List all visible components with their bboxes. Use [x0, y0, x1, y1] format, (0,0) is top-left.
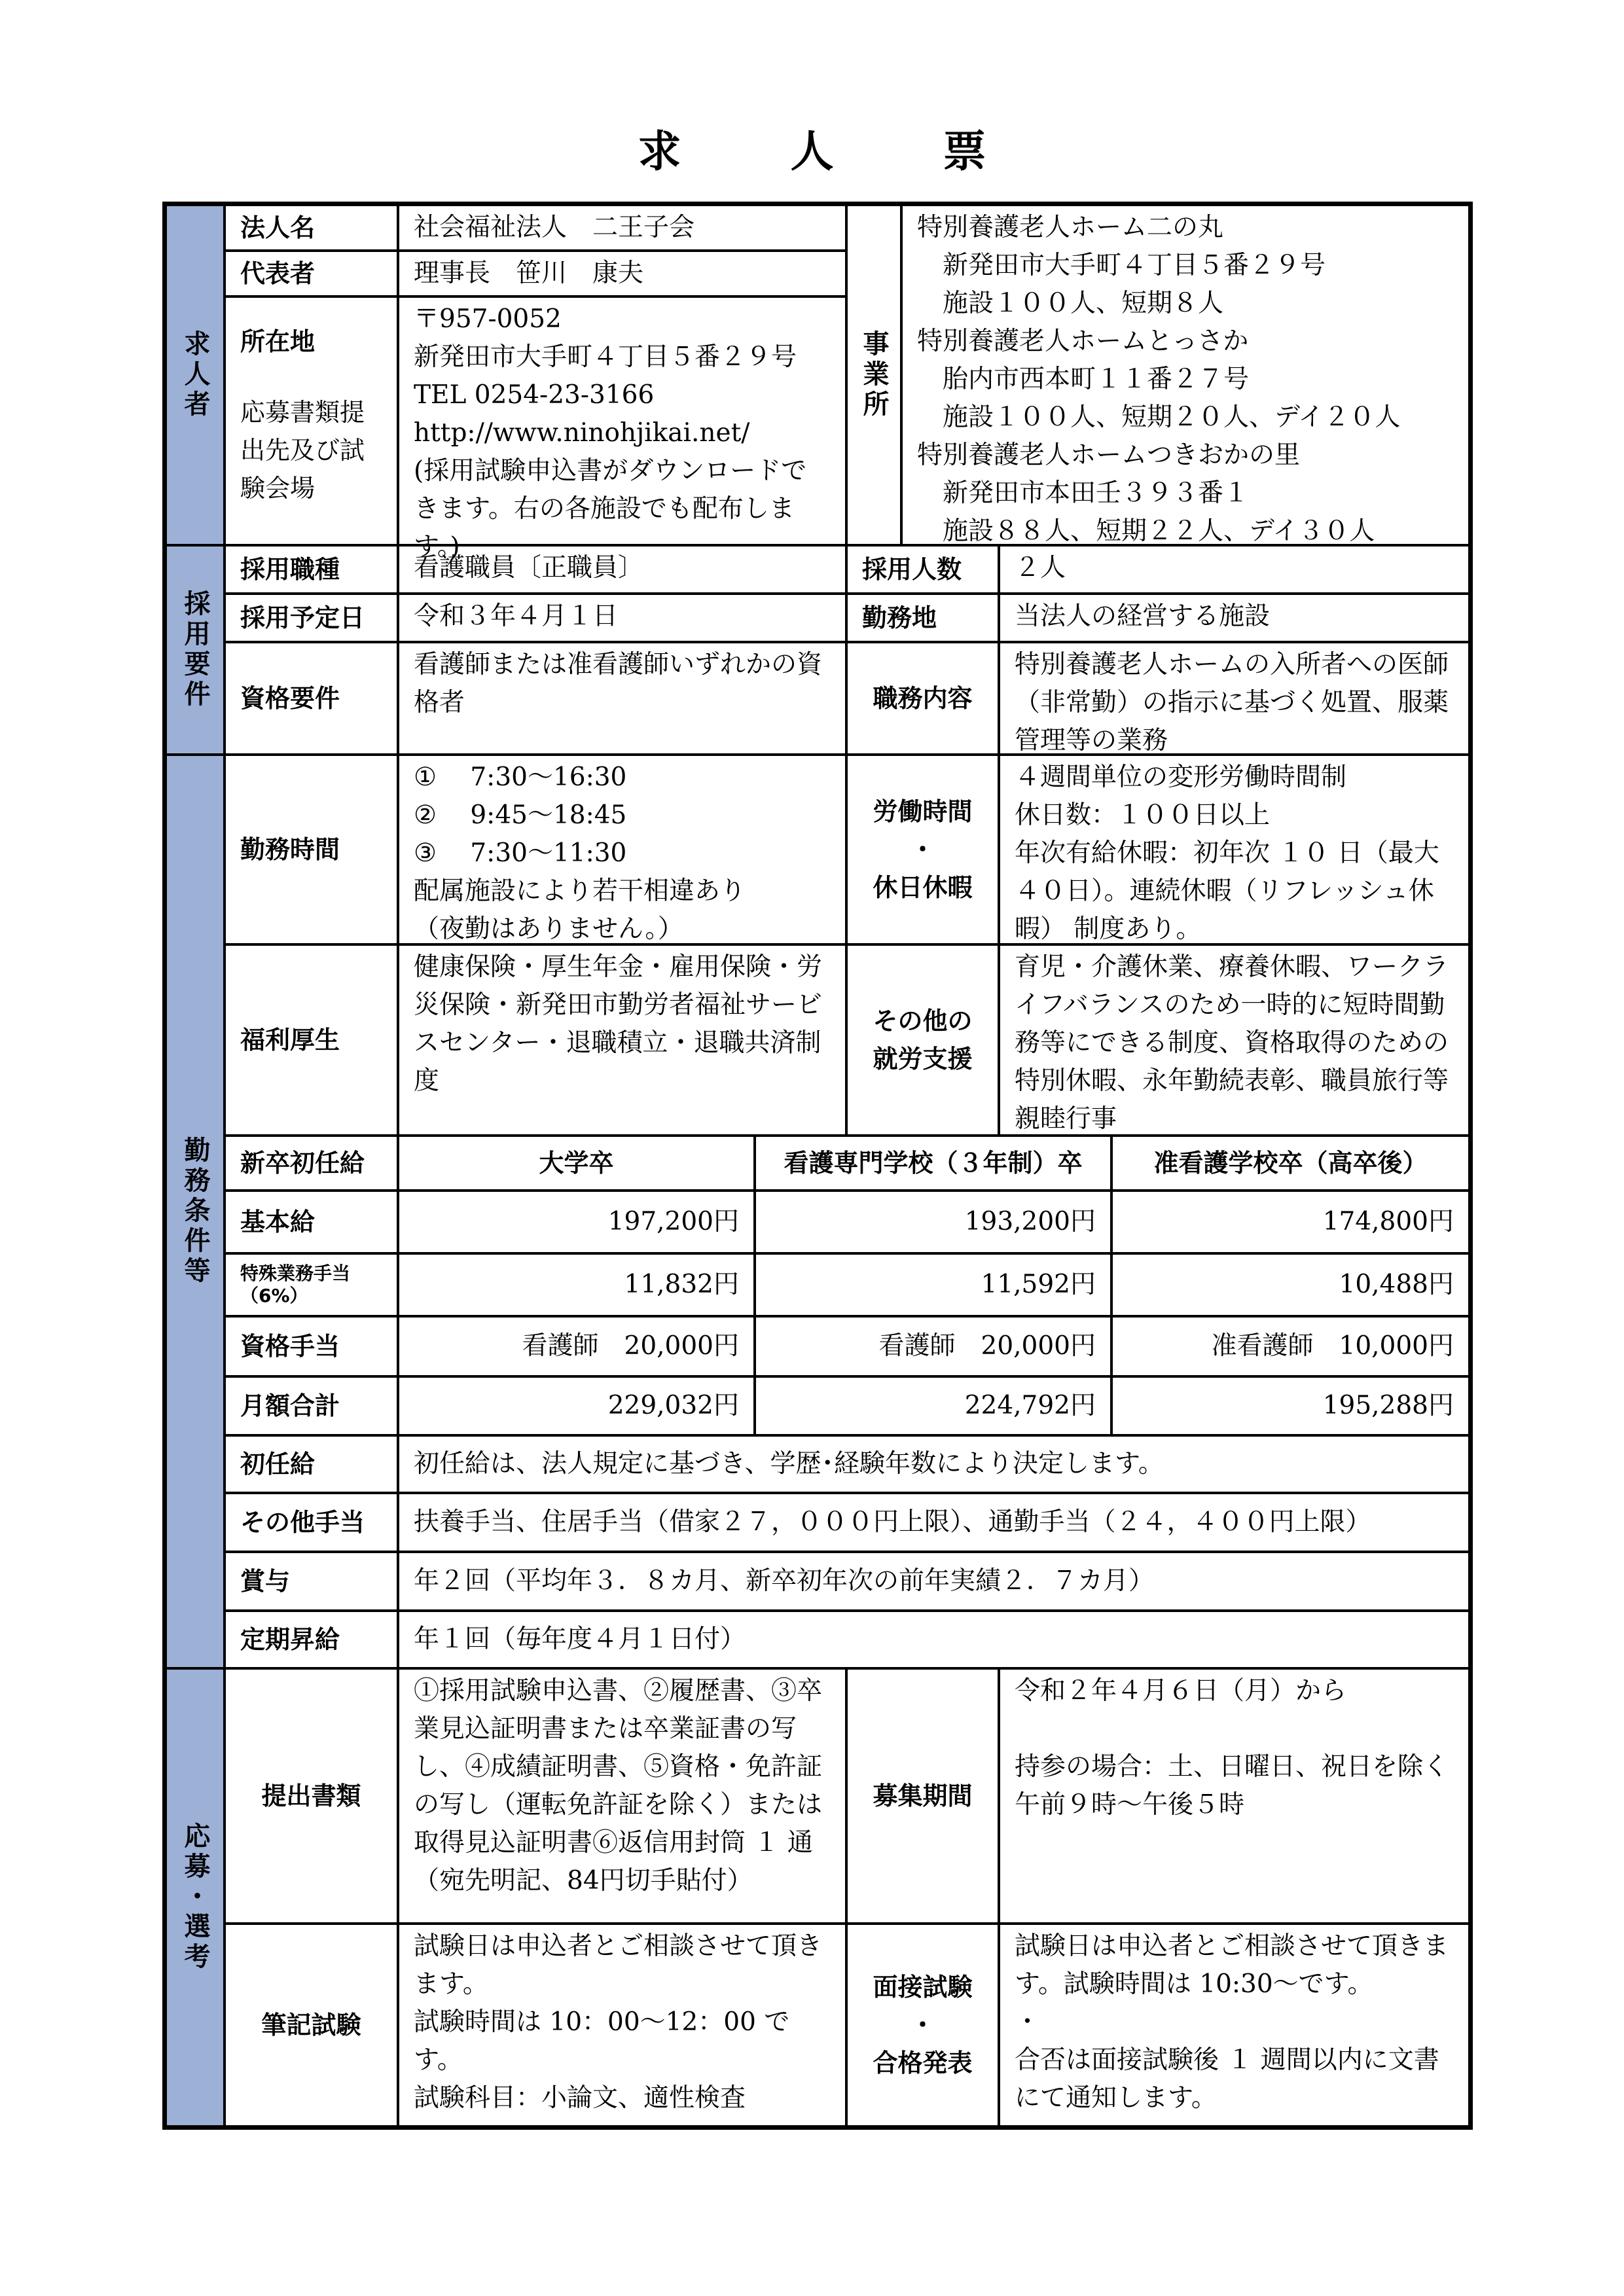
salary-col-university: 大学卒 [398, 1136, 755, 1191]
work-hours-value: ① 7:30～16:30 ② 9:45～18:45 ③ 7:30～11:30 配属施設により若干相違あり （夜勤はありません。） [398, 755, 846, 944]
welfare-label: 福利厚生 [225, 944, 398, 1136]
salary-raise-label: 定期昇給 [225, 1611, 398, 1668]
job-type-label: 採用職種 [225, 545, 398, 594]
qualification-value: 看護師または准看護師いずれかの資格者 [398, 642, 846, 755]
salary-cell: 看護師 20,000円 [755, 1316, 1111, 1376]
salary-row-label: 月額合計 [225, 1376, 398, 1435]
representative-label: 代表者 [225, 251, 398, 296]
section-application: 応募・選考 [166, 1668, 225, 2126]
page-title: 求 人 票 [638, 126, 1034, 177]
duty-label: 職務内容 [846, 642, 999, 755]
other-support-label: その他の 就労支援 [846, 944, 999, 1136]
qualification-label: 資格要件 [225, 642, 398, 755]
labor-holiday-label: 労働時間 ・ 休日休暇 [846, 755, 999, 944]
salary-cell: 准看護師 10,000円 [1111, 1316, 1470, 1376]
salary-cell: 229,032円 [398, 1376, 755, 1435]
address-label: 所在地 [240, 327, 316, 356]
interview-value: 試験日は申込者とご相談させて頂きます。試験時間は 10:30～です。 ・ 合否は面接試験後 １ 週間以内に文書にて通知します。 [999, 1924, 1470, 2126]
salary-col-assistant-nurse: 准看護学校卒（高卒後） [1111, 1136, 1470, 1191]
hire-count-value: ２人 [999, 545, 1470, 594]
bonus-value: 年２回（平均年３．８カ月、新卒初年次の前年実績２．７カ月） [398, 1552, 1470, 1611]
other-allowance-label: その他手当 [225, 1493, 398, 1552]
salary-cell: 193,200円 [755, 1191, 1111, 1253]
salary-cell: 11,592円 [755, 1253, 1111, 1316]
salary-row-label: 特殊業務手当（6%） [225, 1253, 398, 1316]
salary-row-label: 基本給 [225, 1191, 398, 1253]
other-allowance-value: 扶養手当、住居手当（借家２７，０００円上限）、通勤手当（２４，４００円上限） [398, 1493, 1470, 1552]
written-exam-value: 試験日は申込者とご相談させて頂きます。 試験時間は 10：00～12：00 です。 試験科目：小論文、適性検査 [398, 1924, 846, 2126]
work-place-label: 勤務地 [846, 594, 999, 642]
job-type-value: 看護職員〔正職員〕 [398, 545, 846, 594]
salary-cell: 195,288円 [1111, 1376, 1470, 1435]
address-value: 〒957-0052 新発田市大手町４丁目５番２９号 TEL 0254-23-3166 http://www.ninohjikai.net/ (採用試験申込書がダウンロードできます。右の各施設でも配布します。) [398, 296, 846, 545]
salary-cell: 10,488円 [1111, 1253, 1470, 1316]
documents-label: 提出書類 [225, 1668, 398, 1924]
salary-header-label: 新卒初任給 [225, 1136, 398, 1191]
office-label: 事業所 [846, 205, 901, 545]
salary-cell: 看護師 20,000円 [398, 1316, 755, 1376]
address-label-cell [225, 296, 398, 545]
salary-cell: 224,792円 [755, 1376, 1111, 1435]
section-employer: 求人者 [166, 205, 225, 545]
section-requirements: 採用要件 [166, 545, 225, 755]
job-posting-table [162, 202, 1473, 2130]
salary-col-nursing-school: 看護専門学校（３年制）卒 [755, 1136, 1111, 1191]
salary-cell: 11,832円 [398, 1253, 755, 1316]
interview-label: 面接試験 ・ 合格発表 [846, 1924, 999, 2126]
work-place-value: 当法人の経営する施設 [999, 594, 1470, 642]
work-hours-label: 勤務時間 [225, 755, 398, 944]
corp-name-label: 法人名 [225, 205, 398, 251]
welfare-value: 健康保険・厚生年金・雇用保険・労災保険・新発田市勤労者福祉サービスセンター・退職積立・退職共済制度 [398, 944, 846, 1136]
hire-date-value: 令和３年４月１日 [398, 594, 846, 642]
recruit-period-value: 令和２年４月６日（月）から 持参の場合：土、日曜日、祝日を除く午前９時～午後５時 [999, 1668, 1470, 1924]
salary-row-label: 資格手当 [225, 1316, 398, 1376]
salary-cell: 174,800円 [1111, 1191, 1470, 1253]
salary-raise-value: 年１回（毎年度４月１日付） [398, 1611, 1470, 1668]
bonus-label: 賞与 [225, 1552, 398, 1611]
section-conditions: 勤務条件等 [166, 755, 225, 1668]
initial-salary-value: 初任給は、法人規定に基づき、学歴･経験年数により決定します。 [398, 1435, 1470, 1493]
representative-value: 理事長 笹川 康夫 [398, 251, 846, 296]
labor-holiday-value: ４週間単位の変形労働時間制 休日数：１００日以上 年次有給休暇：初年次 １０ 日（最大４０日）。連続休暇（リフレッシュ休暇） 制度あり。 [999, 755, 1470, 944]
initial-salary-label: 初任給 [225, 1435, 398, 1493]
written-exam-label: 筆記試験 [225, 1924, 398, 2126]
corp-name-value: 社会福祉法人 二王子会 [398, 205, 846, 251]
salary-cell: 197,200円 [398, 1191, 755, 1253]
documents-value: ①採用試験申込書、②履歴書、③卒業見込証明書または卒業証書の写し、④成績証明書、⑤資格・免許証の写し（運転免許証を除く）または取得見込証明書⑥返信用封筒 １ 通（宛先明記、84円切手貼付） [398, 1668, 846, 1924]
duty-value: 特別養護老人ホームの入所者への医師（非常勤）の指示に基づく処置、服薬管理等の業務 [999, 642, 1470, 755]
hire-count-label: 採用人数 [846, 545, 999, 594]
offices-list: 特別養護老人ホーム二の丸 新発田市大手町４丁目５番２９号 施設１００人、短期８人 特別養護老人ホームとっさか 胎内市西本町１１番２７号 施設１００人、短期２０人、デイ２０人 特別養護老人ホームつきおかの里 新発田市本田壬３９３番１ 施設８８人、短期２２人、デイ３０人 [901, 205, 1470, 545]
recruit-period-label: 募集期間 [846, 1668, 999, 1924]
hire-date-label: 採用予定日 [225, 594, 398, 642]
other-support-value: 育児・介護休業、療養休暇、ワークライフバランスのため一時的に短時間勤務等にできる制度、資格取得のための特別休暇、永年勤続表彰、職員旅行等親睦行事 [999, 944, 1470, 1136]
submission-label: 応募書類提出先及び試験会場 [240, 398, 365, 503]
